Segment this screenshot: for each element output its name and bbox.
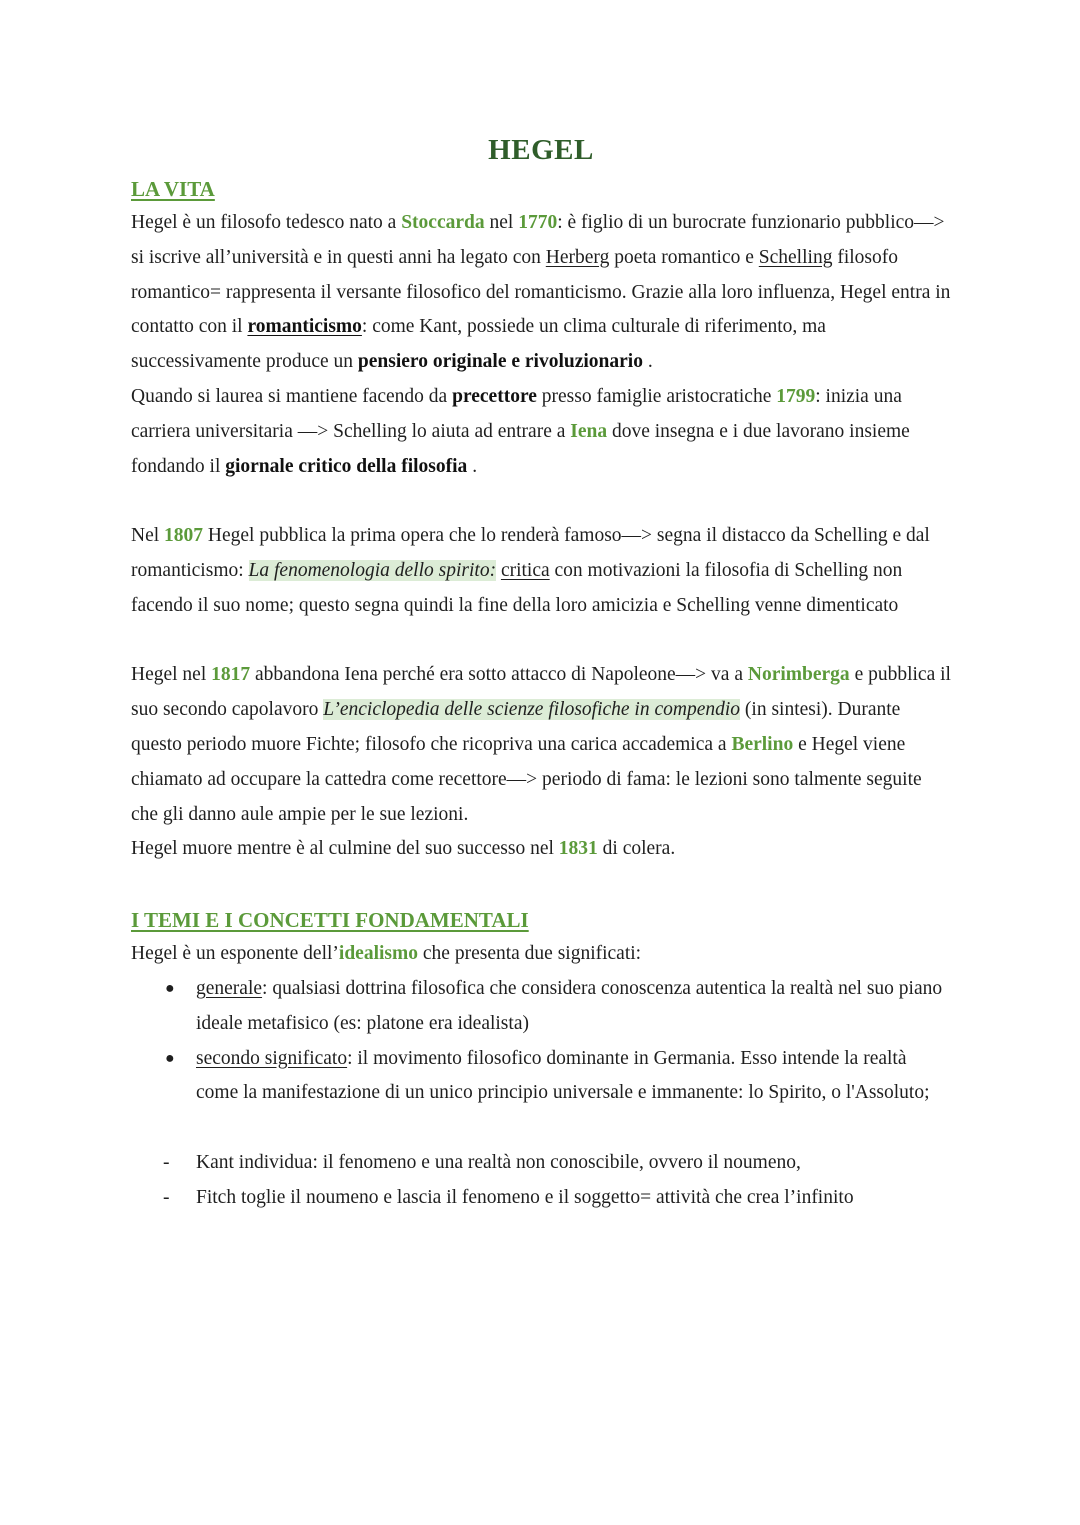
list-item: - Kant individua: il fenomeno e una realtà non conoscibile, ovvero il noumeno, [131,1146,951,1181]
list-item: ● generale: qualsiasi dottrina filosofica che considera conoscenza autentica la realtà nel suo piano ideale metafisico (es: platone era idealista) [131,972,951,1042]
term-giornale: giornale critico della filosofia [225,455,468,477]
year-1807: 1807 [164,525,204,547]
year-1831: 1831 [558,838,598,860]
dash-marker: - [163,1186,170,1208]
list-item: - Fitch toglie il noumeno e lascia il fenomeno e il soggetto= attività che crea l’infinito [131,1181,951,1216]
philosophers-list [131,1146,951,1216]
work-fenomenologia: La fenomenologia dello spirito: [248,559,497,581]
section-heading-la-vita: LA VITA [131,177,215,201]
place-norimberga: Norimberga [747,664,850,686]
document-title: HEGEL [488,134,594,166]
document-page [131,130,951,1216]
paragraph-1831: Hegel muore mentre è al culmine del suo successo nel 1831 di colera. [131,838,676,860]
paragraph-1807: Nel 1807 Hegel pubblica la prima opera che lo renderà famoso—> segna il distacco da Schelling e dal romanticismo: La fenomenologia dello spirito: critica con motivazioni la filosofia di Schelling non facendo il suo nome; questo segna quindi la fine della loro amicizia e Schelling venne dimenticato [131,525,930,616]
dash-marker: - [163,1151,170,1173]
year-1770: 1770 [518,212,558,233]
paragraph-idealismo: Hegel è un esponente dell’idealismo che presenta due significati: [131,943,642,965]
year-1817: 1817 [211,664,251,686]
term-generale: generale [196,977,263,999]
term-idealismo: idealismo [338,943,419,965]
list-item: ● secondo significato: il movimento filosofico dominante in Germania. Esso intende la realtà come la manifestazione di un unico principio universale e immanente: lo Spirito, o l'Assoluto; [131,1042,951,1112]
bullet-marker: ● [165,979,175,997]
meanings-list [131,972,951,1111]
term-precettore: precettore [452,385,537,407]
section-heading-temi: I TEMI E I CONCETTI FONDAMENTALI [131,908,529,933]
place-iena: Iena [570,420,608,442]
term-secondo-significato: secondo significato [196,1047,348,1069]
paragraph-1817: Hegel nel 1817 abbandona Iena perché era sotto attacco di Napoleone—> va a Norimberga e pubblica il suo secondo capolavoro L’enciclopedia delle scienze filosofiche in compendio (in sintesi). Durante questo periodo muore Fichte; filosofo che ricopriva una carica accademica a Berlino e Hegel viene chiamato ad occupare la cattedra come recettore—> periodo di fama: le lezioni sono talmente seguite che gli danno aule ampie per le sue lezioni. [131,664,951,825]
name-schelling: Schelling [758,246,833,268]
name-herberg: Herberg [545,246,610,268]
paragraph-vita-carriera: Quando si laurea si mantiene facendo da precettore presso famiglie aristocratiche 1799: inizia una carriera universitaria —> Schelling lo aiuta ad entrare a Iena dove insegna e i due lavorano insieme fondando il giornale critico della filosofia . [131,385,910,477]
place-berlino: Berlino [731,733,794,755]
bullet-marker: ● [165,1049,175,1067]
term-romanticismo: romanticismo [247,316,362,338]
term-pensiero: pensiero originale e rivoluzionario [357,351,643,373]
year-1799: 1799 [776,385,816,407]
place-stoccarda: Stoccarda [401,212,485,233]
paragraph-vita-intro: Hegel è un filosofo tedesco nato a Stoccarda nel 1770: è figlio di un burocrate funzionario pubblico—> si iscrive all’università e in questi anni ha legato con Herberg poeta romantico e Schelling filosofo romantico= rappresenta il versante filosofico del romanticismo. Grazie alla loro influenza, Hegel entra in contatto con il romanticismo: come Kant, possiede un clima culturale di riferimento, ma successivamente produce un pensiero originale e rivoluzionario . [131,212,951,373]
work-enciclopedia: L’enciclopedia delle scienze filosofiche in compendio [323,699,741,721]
term-critica: critica [500,559,550,581]
